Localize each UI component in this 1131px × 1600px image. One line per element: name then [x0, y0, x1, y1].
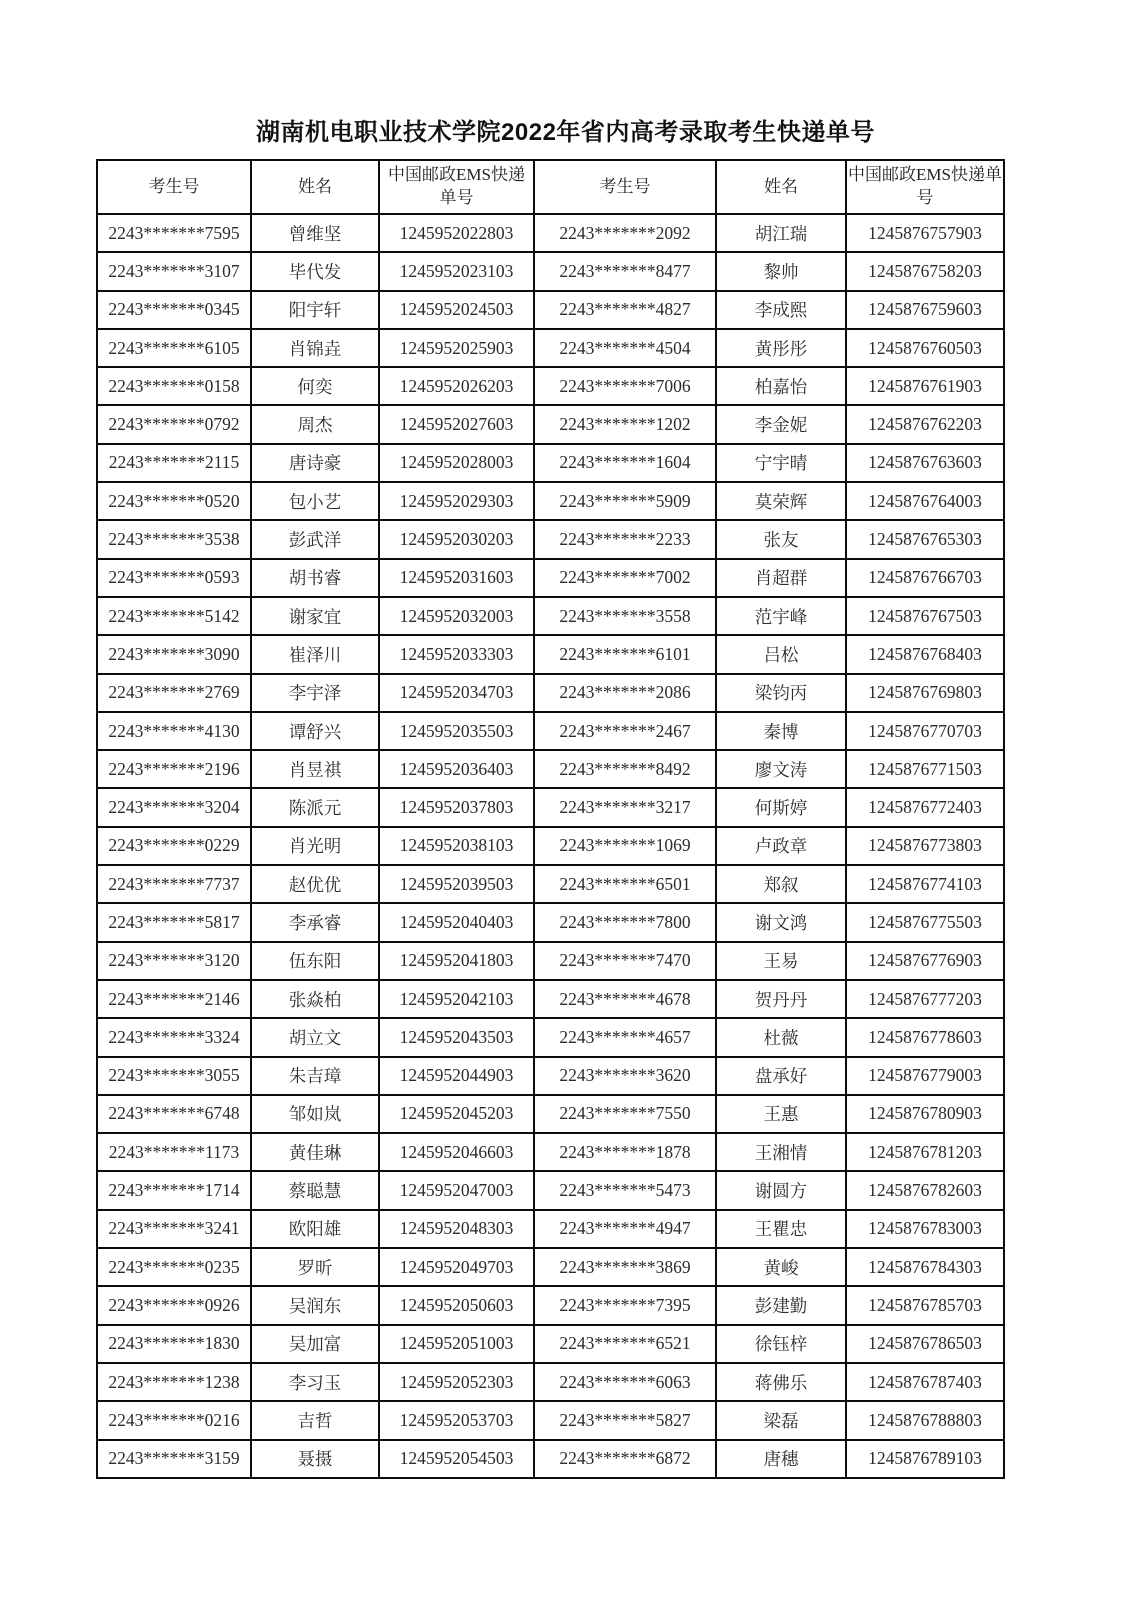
cell-name: 廖文涛: [716, 750, 846, 788]
cell-ems-number: 1245876758203: [846, 252, 1004, 290]
cell-candidate-id: 2243*******7395: [534, 1286, 716, 1324]
cell-name: 蒋佛乐: [716, 1363, 846, 1401]
cell-ems-number: 1245876759603: [846, 291, 1004, 329]
cell-candidate-id: 2243*******3538: [97, 520, 251, 558]
table-row: [97, 1248, 1004, 1286]
cell-ems-number: 1245952053703: [379, 1401, 534, 1439]
table-row: [97, 1440, 1004, 1478]
cell-name: 吉哲: [251, 1401, 379, 1439]
cell-name: 王易: [716, 942, 846, 980]
cell-name: 谢文鸿: [716, 903, 846, 941]
table-row: [97, 1286, 1004, 1324]
cell-ems-number: 1245952037803: [379, 788, 534, 826]
cell-ems-number: 1245876779003: [846, 1057, 1004, 1095]
cell-candidate-id: 2243*******0216: [97, 1401, 251, 1439]
cell-ems-number: 1245952031603: [379, 559, 534, 597]
cell-ems-number: 1245876757903: [846, 214, 1004, 252]
cell-name: 徐钰梓: [716, 1325, 846, 1363]
cell-candidate-id: 2243*******6501: [534, 865, 716, 903]
cell-name: 赵优优: [251, 865, 379, 903]
cell-candidate-id: 2243*******3558: [534, 597, 716, 635]
table-row: [97, 942, 1004, 980]
cell-candidate-id: 2243*******7595: [97, 214, 251, 252]
cell-name: 唐穗: [716, 1440, 846, 1478]
cell-ems-number: 1245952032003: [379, 597, 534, 635]
cell-ems-number: 1245952025903: [379, 329, 534, 367]
cell-ems-number: 1245876788803: [846, 1401, 1004, 1439]
cell-name: 黄佳琳: [251, 1133, 379, 1171]
cell-candidate-id: 2243*******6521: [534, 1325, 716, 1363]
cell-ems-number: 1245876777203: [846, 980, 1004, 1018]
cell-ems-number: 1245952041803: [379, 942, 534, 980]
cell-ems-number: 1245876764003: [846, 482, 1004, 520]
cell-ems-number: 1245876768403: [846, 635, 1004, 673]
cell-candidate-id: 2243*******4827: [534, 291, 716, 329]
cell-candidate-id: 2243*******8477: [534, 252, 716, 290]
cell-name: 阳宇轩: [251, 291, 379, 329]
column-header-name: 姓名: [716, 160, 846, 214]
cell-name: 梁磊: [716, 1401, 846, 1439]
cell-candidate-id: 2243*******4130: [97, 712, 251, 750]
cell-candidate-id: 2243*******6105: [97, 329, 251, 367]
cell-candidate-id: 2243*******1069: [534, 827, 716, 865]
cell-candidate-id: 2243*******1173: [97, 1133, 251, 1171]
table-row: [97, 827, 1004, 865]
table-row: [97, 1210, 1004, 1248]
cell-candidate-id: 2243*******4678: [534, 980, 716, 1018]
cell-ems-number: 1245952038103: [379, 827, 534, 865]
cell-ems-number: 1245876772403: [846, 788, 1004, 826]
cell-candidate-id: 2243*******6748: [97, 1095, 251, 1133]
cell-name: 梁钧丙: [716, 674, 846, 712]
table-row: [97, 674, 1004, 712]
cell-ems-number: 1245952023103: [379, 252, 534, 290]
cell-candidate-id: 2243*******1238: [97, 1363, 251, 1401]
table-row: [97, 980, 1004, 1018]
cell-candidate-id: 2243*******2146: [97, 980, 251, 1018]
cell-name: 李习玉: [251, 1363, 379, 1401]
cell-ems-number: 1245876766703: [846, 559, 1004, 597]
cell-ems-number: 1245876773803: [846, 827, 1004, 865]
cell-ems-number: 1245876781203: [846, 1133, 1004, 1171]
cell-name: 罗昕: [251, 1248, 379, 1286]
header-row: [97, 160, 1004, 214]
cell-ems-number: 1245876783003: [846, 1210, 1004, 1248]
cell-ems-number: 1245952040403: [379, 903, 534, 941]
cell-name: 肖锦垚: [251, 329, 379, 367]
cell-candidate-id: 2243*******0229: [97, 827, 251, 865]
cell-candidate-id: 2243*******4657: [534, 1018, 716, 1056]
cell-name: 张焱柏: [251, 980, 379, 1018]
cell-ems-number: 1245876767503: [846, 597, 1004, 635]
cell-ems-number: 1245952042103: [379, 980, 534, 1018]
cell-candidate-id: 2243*******0235: [97, 1248, 251, 1286]
table-row: [97, 865, 1004, 903]
cell-candidate-id: 2243*******5827: [534, 1401, 716, 1439]
cell-candidate-id: 2243*******2092: [534, 214, 716, 252]
table-row: [97, 405, 1004, 443]
cell-name: 李宇泽: [251, 674, 379, 712]
cell-ems-number: 1245952054503: [379, 1440, 534, 1478]
cell-name: 毕代发: [251, 252, 379, 290]
cell-candidate-id: 2243*******1202: [534, 405, 716, 443]
cell-candidate-id: 2243*******1714: [97, 1171, 251, 1209]
cell-name: 何奕: [251, 367, 379, 405]
cell-name: 谢圆方: [716, 1171, 846, 1209]
cell-name: 胡书睿: [251, 559, 379, 597]
cell-name: 蔡聪慧: [251, 1171, 379, 1209]
table-row: [97, 252, 1004, 290]
cell-candidate-id: 2243*******4504: [534, 329, 716, 367]
table-row: [97, 367, 1004, 405]
cell-ems-number: 1245952046603: [379, 1133, 534, 1171]
column-header-candidate-id: 考生号: [97, 160, 251, 214]
cell-name: 欧阳雄: [251, 1210, 379, 1248]
cell-name: 聂摄: [251, 1440, 379, 1478]
cell-name: 李承睿: [251, 903, 379, 941]
cell-ems-number: 1245952033303: [379, 635, 534, 673]
cell-candidate-id: 2243*******0792: [97, 405, 251, 443]
cell-ems-number: 1245876780903: [846, 1095, 1004, 1133]
column-header-candidate-id: 考生号: [534, 160, 716, 214]
table-row: [97, 1057, 1004, 1095]
table-row: [97, 597, 1004, 635]
cell-ems-number: 1245952045203: [379, 1095, 534, 1133]
cell-candidate-id: 2243*******1878: [534, 1133, 716, 1171]
cell-candidate-id: 2243*******0345: [97, 291, 251, 329]
cell-ems-number: 1245952049703: [379, 1248, 534, 1286]
table-row: [97, 329, 1004, 367]
cell-name: 莫荣辉: [716, 482, 846, 520]
cell-candidate-id: 2243*******3159: [97, 1440, 251, 1478]
cell-name: 范宇峰: [716, 597, 846, 635]
cell-name: 黎帅: [716, 252, 846, 290]
cell-candidate-id: 2243*******0593: [97, 559, 251, 597]
cell-candidate-id: 2243*******1830: [97, 1325, 251, 1363]
table-row: [97, 214, 1004, 252]
cell-candidate-id: 2243*******3324: [97, 1018, 251, 1056]
cell-ems-number: 1245876784303: [846, 1248, 1004, 1286]
table-row: [97, 520, 1004, 558]
cell-candidate-id: 2243*******5473: [534, 1171, 716, 1209]
cell-name: 何斯婷: [716, 788, 846, 826]
cell-ems-number: 1245876762203: [846, 405, 1004, 443]
cell-name: 曾维坚: [251, 214, 379, 252]
cell-candidate-id: 2243*******2115: [97, 444, 251, 482]
table-row: [97, 1325, 1004, 1363]
cell-ems-number: 1245876775503: [846, 903, 1004, 941]
cell-ems-number: 1245952024503: [379, 291, 534, 329]
cell-candidate-id: 2243*******5142: [97, 597, 251, 635]
cell-name: 杜薇: [716, 1018, 846, 1056]
cell-candidate-id: 2243*******3620: [534, 1057, 716, 1095]
cell-ems-number: 1245876765303: [846, 520, 1004, 558]
cell-candidate-id: 2243*******7737: [97, 865, 251, 903]
cell-candidate-id: 2243*******5817: [97, 903, 251, 941]
cell-ems-number: 1245952043503: [379, 1018, 534, 1056]
table-row: [97, 1018, 1004, 1056]
cell-ems-number: 1245952036403: [379, 750, 534, 788]
table-row: [97, 482, 1004, 520]
table-row: [97, 750, 1004, 788]
cell-candidate-id: 2243*******3204: [97, 788, 251, 826]
cell-name: 郑叙: [716, 865, 846, 903]
table-body: [97, 214, 1004, 1478]
table-header: [97, 160, 1004, 214]
cell-ems-number: 1245952027603: [379, 405, 534, 443]
cell-name: 崔泽川: [251, 635, 379, 673]
cell-candidate-id: 2243*******2196: [97, 750, 251, 788]
cell-name: 邹如岚: [251, 1095, 379, 1133]
cell-name: 唐诗豪: [251, 444, 379, 482]
cell-ems-number: 1245876776903: [846, 942, 1004, 980]
cell-name: 秦博: [716, 712, 846, 750]
cell-name: 张友: [716, 520, 846, 558]
column-header-ems-number: 中国邮政EMS快递单号: [846, 160, 1004, 214]
cell-candidate-id: 2243*******2086: [534, 674, 716, 712]
cell-name: 吴润东: [251, 1286, 379, 1324]
cell-name: 朱吉璋: [251, 1057, 379, 1095]
cell-name: 吴加富: [251, 1325, 379, 1363]
cell-ems-number: 1245876760503: [846, 329, 1004, 367]
cell-ems-number: 1245952035503: [379, 712, 534, 750]
cell-candidate-id: 2243*******3120: [97, 942, 251, 980]
table-row: [97, 291, 1004, 329]
cell-name: 包小艺: [251, 482, 379, 520]
cell-candidate-id: 2243*******7470: [534, 942, 716, 980]
cell-ems-number: 1245952050603: [379, 1286, 534, 1324]
cell-ems-number: 1245876771503: [846, 750, 1004, 788]
cell-candidate-id: 2243*******7800: [534, 903, 716, 941]
cell-name: 宁宇晴: [716, 444, 846, 482]
cell-name: 王惠: [716, 1095, 846, 1133]
cell-name: 卢政章: [716, 827, 846, 865]
cell-name: 李金妮: [716, 405, 846, 443]
cell-candidate-id: 2243*******2467: [534, 712, 716, 750]
cell-candidate-id: 2243*******3217: [534, 788, 716, 826]
cell-candidate-id: 2243*******4947: [534, 1210, 716, 1248]
table-row: [97, 1171, 1004, 1209]
cell-candidate-id: 2243*******7550: [534, 1095, 716, 1133]
cell-ems-number: 1245952022803: [379, 214, 534, 252]
column-header-name: 姓名: [251, 160, 379, 214]
cell-ems-number: 1245952048303: [379, 1210, 534, 1248]
table-row: [97, 788, 1004, 826]
table-row: [97, 559, 1004, 597]
table-row: [97, 903, 1004, 941]
cell-candidate-id: 2243*******3090: [97, 635, 251, 673]
cell-name: 胡江瑞: [716, 214, 846, 252]
cell-name: 谢家宜: [251, 597, 379, 635]
cell-name: 贺丹丹: [716, 980, 846, 1018]
cell-name: 谭舒兴: [251, 712, 379, 750]
cell-name: 周杰: [251, 405, 379, 443]
cell-ems-number: 1245876785703: [846, 1286, 1004, 1324]
cell-name: 吕松: [716, 635, 846, 673]
cell-ems-number: 1245952047003: [379, 1171, 534, 1209]
cell-name: 黄峻: [716, 1248, 846, 1286]
cell-candidate-id: 2243*******2233: [534, 520, 716, 558]
cell-ems-number: 1245952044903: [379, 1057, 534, 1095]
cell-name: 胡立文: [251, 1018, 379, 1056]
table-row: [97, 635, 1004, 673]
cell-ems-number: 1245952029303: [379, 482, 534, 520]
cell-candidate-id: 2243*******0520: [97, 482, 251, 520]
cell-candidate-id: 2243*******0926: [97, 1286, 251, 1324]
cell-ems-number: 1245952052303: [379, 1363, 534, 1401]
cell-ems-number: 1245876774103: [846, 865, 1004, 903]
table-row: [97, 1401, 1004, 1439]
cell-candidate-id: 2243*******5909: [534, 482, 716, 520]
cell-ems-number: 1245952039503: [379, 865, 534, 903]
cell-name: 黄彤彤: [716, 329, 846, 367]
cell-candidate-id: 2243*******1604: [534, 444, 716, 482]
column-header-ems-number: 中国邮政EMS快递单号: [379, 160, 534, 214]
cell-name: 肖昱祺: [251, 750, 379, 788]
cell-name: 李成熙: [716, 291, 846, 329]
cell-name: 肖光明: [251, 827, 379, 865]
cell-name: 王瞿忠: [716, 1210, 846, 1248]
cell-ems-number: 1245876770703: [846, 712, 1004, 750]
cell-ems-number: 1245876761903: [846, 367, 1004, 405]
cell-name: 伍东阳: [251, 942, 379, 980]
cell-ems-number: 1245952051003: [379, 1325, 534, 1363]
cell-ems-number: 1245952030203: [379, 520, 534, 558]
cell-name: 肖超群: [716, 559, 846, 597]
table-row: [97, 444, 1004, 482]
cell-name: 彭建勤: [716, 1286, 846, 1324]
cell-candidate-id: 2243*******6101: [534, 635, 716, 673]
cell-candidate-id: 2243*******0158: [97, 367, 251, 405]
table-row: [97, 1095, 1004, 1133]
page-title: 湖南机电职业技术学院2022年省内高考录取考生快递单号: [256, 119, 875, 146]
table-row: [97, 1363, 1004, 1401]
cell-name: 彭武洋: [251, 520, 379, 558]
cell-ems-number: 1245876763603: [846, 444, 1004, 482]
cell-candidate-id: 2243*******2769: [97, 674, 251, 712]
tracking-number-table: [96, 159, 1005, 1479]
cell-candidate-id: 2243*******3241: [97, 1210, 251, 1248]
cell-name: 陈派元: [251, 788, 379, 826]
cell-candidate-id: 2243*******3055: [97, 1057, 251, 1095]
cell-ems-number: 1245952028003: [379, 444, 534, 482]
cell-candidate-id: 2243*******6063: [534, 1363, 716, 1401]
cell-ems-number: 1245952026203: [379, 367, 534, 405]
cell-name: 柏嘉怡: [716, 367, 846, 405]
cell-ems-number: 1245876769803: [846, 674, 1004, 712]
cell-ems-number: 1245876778603: [846, 1018, 1004, 1056]
cell-candidate-id: 2243*******6872: [534, 1440, 716, 1478]
cell-candidate-id: 2243*******7006: [534, 367, 716, 405]
cell-ems-number: 1245876782603: [846, 1171, 1004, 1209]
table-row: [97, 712, 1004, 750]
cell-name: 盘承好: [716, 1057, 846, 1095]
cell-ems-number: 1245876789103: [846, 1440, 1004, 1478]
cell-candidate-id: 2243*******3869: [534, 1248, 716, 1286]
cell-candidate-id: 2243*******3107: [97, 252, 251, 290]
cell-candidate-id: 2243*******7002: [534, 559, 716, 597]
cell-candidate-id: 2243*******8492: [534, 750, 716, 788]
table-row: [97, 1133, 1004, 1171]
cell-ems-number: 1245952034703: [379, 674, 534, 712]
cell-ems-number: 1245876787403: [846, 1363, 1004, 1401]
cell-name: 王湘情: [716, 1133, 846, 1171]
cell-ems-number: 1245876786503: [846, 1325, 1004, 1363]
